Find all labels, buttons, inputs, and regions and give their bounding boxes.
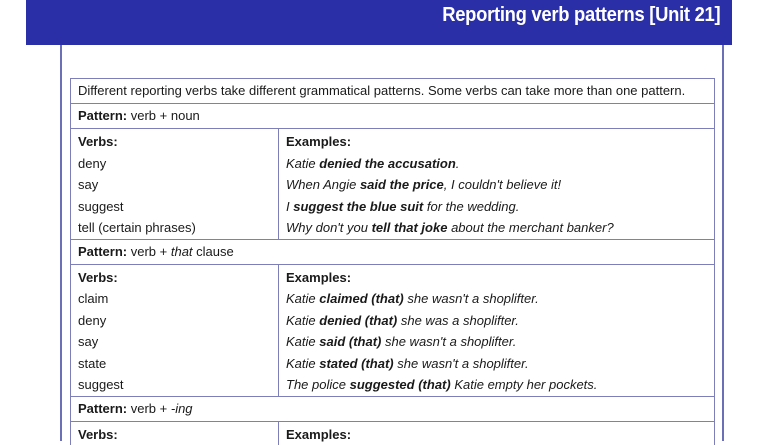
intro-text: Different reporting verbs take different grammatical patterns. Some verbs can take more than one pattern. — [71, 79, 714, 104]
examples-column — [279, 265, 714, 396]
pattern-block — [71, 265, 714, 397]
verbs-column — [71, 422, 279, 445]
examples-column — [279, 422, 714, 445]
pattern-row — [71, 240, 714, 265]
pattern-block — [71, 129, 714, 240]
verb-item: deny — [78, 153, 271, 175]
frame-left-line — [60, 45, 62, 441]
verbs-column — [71, 129, 279, 239]
verb-item: say — [78, 174, 271, 196]
pattern-name-suffix: clause — [193, 244, 234, 259]
verbs-header: Verbs: — [78, 131, 271, 153]
pattern-name-italic: -ing — [171, 401, 193, 416]
verb-item: deny — [78, 310, 271, 332]
example-sentence: Why don't you tell that joke about the merchant banker? — [286, 217, 707, 239]
verb-item: tell (certain phrases) — [78, 217, 271, 239]
frame-right-line — [722, 45, 724, 441]
pattern-name: verb + — [131, 401, 171, 416]
pattern-label: Pattern: — [78, 401, 127, 416]
verb-item: say — [78, 331, 271, 353]
verb-item: state — [78, 353, 271, 375]
pattern-row — [71, 397, 714, 422]
examples-header: Examples: — [286, 131, 707, 153]
header-band — [26, 0, 732, 45]
pattern-name-italic: that — [171, 244, 193, 259]
example-sentence: Katie denied the accusation. — [286, 153, 707, 175]
example-sentence: Katie stated (that) she wasn't a shoplifter. — [286, 353, 707, 375]
example-sentence: When Angie said the price, I couldn't believe it! — [286, 174, 707, 196]
verbs-header: Verbs: — [78, 424, 271, 445]
verb-item: suggest — [78, 196, 271, 218]
verb-item: claim — [78, 288, 271, 310]
examples-column — [279, 129, 714, 239]
examples-header: Examples: — [286, 267, 707, 289]
pattern-label: Pattern: — [78, 108, 127, 123]
verbs-column — [71, 265, 279, 396]
pattern-label: Pattern: — [78, 244, 127, 259]
examples-header: Examples: — [286, 424, 707, 445]
verb-item: suggest — [78, 374, 271, 396]
example-sentence: Katie denied (that) she was a shoplifter. — [286, 310, 707, 332]
example-sentence: I suggest the blue suit for the wedding. — [286, 196, 707, 218]
verbs-header: Verbs: — [78, 267, 271, 289]
pattern-name: verb + noun — [131, 108, 200, 123]
pattern-row — [71, 104, 714, 129]
pattern-name: verb + — [131, 244, 171, 259]
example-sentence: The police suggested (that) Katie empty her pockets. — [286, 374, 707, 396]
reporting-verb-table — [70, 78, 715, 445]
pattern-block — [71, 422, 714, 445]
example-sentence: Katie claimed (that) she wasn't a shoplifter. — [286, 288, 707, 310]
page-title: Reporting verb patterns [Unit 21] — [442, 4, 720, 27]
example-sentence: Katie said (that) she wasn't a shoplifter. — [286, 331, 707, 353]
